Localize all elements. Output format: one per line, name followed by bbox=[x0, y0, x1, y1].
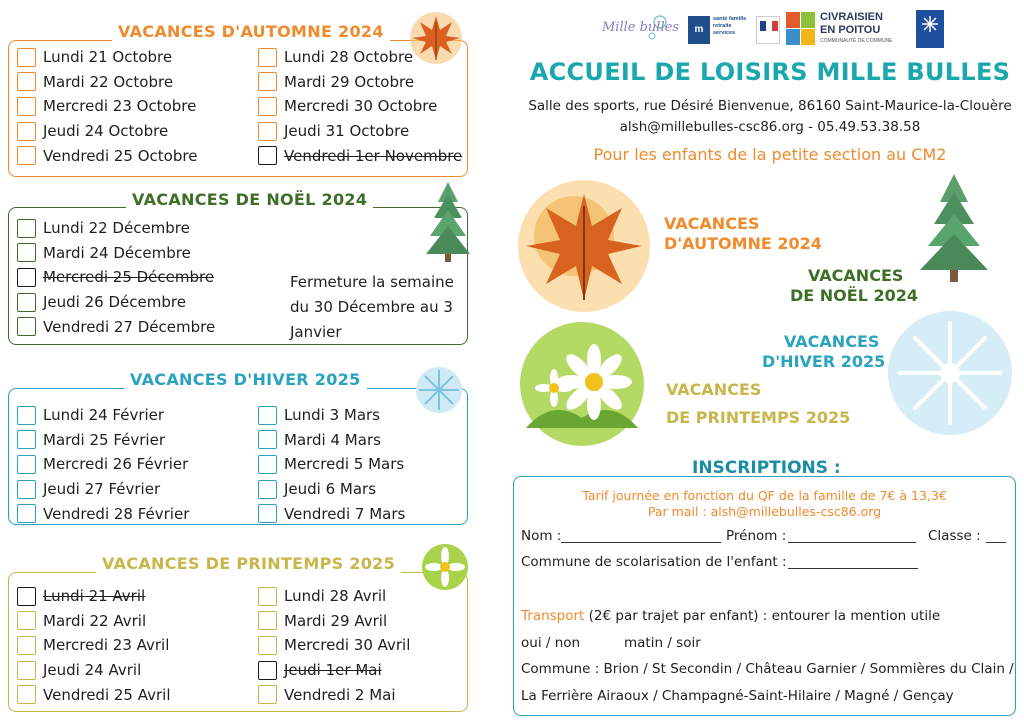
day-row bbox=[17, 291, 186, 313]
day-label: Jeudi 24 Octobre bbox=[43, 122, 169, 141]
closure-note-line-2: du 30 Décembre au 3 bbox=[290, 298, 453, 316]
day-label: Vendredi 27 Décembre bbox=[43, 317, 216, 336]
winter-snowflake-illustration bbox=[880, 308, 1020, 438]
day-checkbox[interactable] bbox=[17, 455, 36, 474]
christmas-label-line-2: DE NOËL 2024 bbox=[790, 286, 918, 305]
day-checkbox[interactable] bbox=[258, 504, 277, 523]
caf-logo bbox=[916, 10, 944, 48]
day-label: Jeudi 1er Mai bbox=[284, 661, 382, 680]
day-checkbox[interactable] bbox=[258, 122, 277, 141]
day-label: Jeudi 26 Décembre bbox=[43, 293, 186, 312]
day-label: Lundi 21 Avril bbox=[43, 587, 146, 605]
communes-line-2[interactable]: La Ferrière Airaoux / Champagné-Saint-Hilaire / Magné / Gençay bbox=[521, 688, 954, 704]
tarif-line: Tarif journée en fonction du QF de la famille de 7€ à 13,3€ bbox=[582, 488, 947, 503]
day-row bbox=[258, 46, 413, 68]
day-row bbox=[17, 217, 190, 239]
closure-note-line-1: Fermeture la semaine bbox=[290, 273, 454, 291]
day-checkbox[interactable] bbox=[17, 661, 36, 680]
commune-scolarisation-label: Commune de scolarisation de l'enfant : bbox=[521, 554, 787, 570]
day-row bbox=[17, 95, 196, 117]
millebulles-logo-text: Mille bulles bbox=[602, 20, 679, 35]
main-title: ACCUEIL DE LOISIRS MILLE BULLES bbox=[529, 58, 1011, 86]
day-label: Lundi 22 Décembre bbox=[43, 219, 190, 237]
day-checkbox[interactable] bbox=[17, 48, 36, 67]
day-checkbox[interactable] bbox=[17, 504, 36, 523]
day-label: Mercredi 23 Avril bbox=[43, 636, 170, 655]
day-checkbox[interactable] bbox=[258, 97, 277, 116]
day-checkbox[interactable] bbox=[17, 480, 36, 499]
day-checkbox[interactable] bbox=[17, 685, 36, 704]
day-checkbox[interactable] bbox=[17, 611, 36, 630]
day-checkbox[interactable] bbox=[17, 97, 36, 116]
transport-word: Transport bbox=[521, 608, 585, 624]
day-row bbox=[17, 684, 171, 706]
civraisien-logo bbox=[786, 10, 906, 50]
day-label: Vendredi 7 Mars bbox=[284, 504, 406, 523]
day-row bbox=[17, 404, 164, 426]
msa-logo: m santé famille retraite services bbox=[688, 16, 748, 46]
spring-daisy-illustration bbox=[512, 318, 652, 448]
day-checkbox[interactable] bbox=[17, 243, 36, 262]
day-row bbox=[17, 71, 173, 93]
day-row bbox=[17, 634, 169, 656]
christmas-title: VACANCES DE NOËL 2024 bbox=[126, 190, 373, 209]
prenom-label: Prénom : bbox=[726, 528, 787, 544]
closed-day-checkbox bbox=[17, 587, 36, 606]
day-checkbox[interactable] bbox=[258, 406, 277, 425]
day-label: Lundi 21 Octobre bbox=[43, 48, 173, 66]
day-label: Mardi 4 Mars bbox=[284, 430, 381, 449]
snowflake-icon bbox=[414, 365, 464, 415]
winter-title: VACANCES D'HIVER 2025 bbox=[124, 370, 367, 389]
contact: alsh@millebulles-csc86.org - 05.49.53.38.58 bbox=[619, 119, 921, 135]
day-checkbox[interactable] bbox=[17, 430, 36, 449]
day-label: Mercredi 30 Avril bbox=[284, 636, 411, 655]
day-checkbox[interactable] bbox=[258, 685, 277, 704]
spring-label-line-2: DE PRINTEMPS 2025 bbox=[666, 408, 851, 427]
day-row bbox=[17, 453, 188, 475]
day-label: Jeudi 6 Mars bbox=[284, 480, 377, 499]
day-label: Vendredi 25 Avril bbox=[43, 685, 171, 704]
day-row bbox=[258, 145, 462, 167]
oui-non-option[interactable]: oui / non bbox=[521, 635, 581, 651]
day-label: Jeudi 24 Avril bbox=[43, 661, 142, 680]
christmas-closure-note bbox=[290, 270, 455, 345]
day-checkbox[interactable] bbox=[17, 636, 36, 655]
day-checkbox[interactable] bbox=[258, 587, 277, 606]
day-checkbox[interactable] bbox=[17, 317, 36, 336]
day-row bbox=[17, 659, 141, 681]
day-row bbox=[17, 316, 215, 338]
autumn-label-line-2: D'AUTOMNE 2024 bbox=[664, 234, 822, 253]
day-checkbox[interactable] bbox=[258, 430, 277, 449]
day-label: Lundi 3 Mars bbox=[284, 406, 380, 424]
day-row bbox=[17, 145, 197, 167]
day-label: Mardi 22 Avril bbox=[43, 611, 147, 630]
day-row bbox=[17, 120, 168, 142]
day-checkbox[interactable] bbox=[258, 48, 277, 67]
day-row bbox=[258, 404, 380, 426]
christmas-label-line-1: VACANCES bbox=[808, 266, 904, 285]
day-label: Mardi 22 Octobre bbox=[43, 72, 174, 91]
day-row bbox=[258, 71, 414, 93]
day-row bbox=[258, 503, 405, 525]
day-checkbox[interactable] bbox=[17, 122, 36, 141]
day-row bbox=[17, 478, 160, 500]
audience: Pour les enfants de la petite section au CM2 bbox=[593, 145, 947, 164]
day-checkbox[interactable] bbox=[258, 611, 277, 630]
day-checkbox[interactable] bbox=[17, 146, 36, 165]
spring-title: VACANCES DE PRINTEMPS 2025 bbox=[96, 554, 401, 573]
day-label: Mercredi 26 Février bbox=[43, 455, 189, 474]
partner-logos bbox=[600, 8, 945, 52]
address: Salle des sports, rue Désiré Bienvenue, 86160 Saint-Maurice-la-Clouère bbox=[528, 98, 1012, 114]
daisy-icon bbox=[420, 542, 470, 592]
christmas-tree-illustration bbox=[918, 172, 990, 284]
day-row bbox=[258, 684, 396, 706]
day-label: Mardi 29 Octobre bbox=[284, 72, 415, 91]
civraisien-line-3: COMMUNAUTÉ DE COMMUNE bbox=[820, 38, 893, 44]
day-row bbox=[17, 429, 165, 451]
day-row bbox=[17, 503, 189, 525]
day-row bbox=[17, 242, 191, 264]
classe-input-line[interactable] bbox=[986, 542, 1006, 543]
commune-scolarisation-input-line[interactable] bbox=[788, 568, 918, 569]
day-label: Jeudi 31 Octobre bbox=[284, 122, 410, 141]
day-row bbox=[17, 266, 214, 288]
christmas-tree-icon bbox=[424, 180, 472, 264]
day-label: Mercredi 5 Mars bbox=[284, 455, 405, 474]
day-checkbox[interactable] bbox=[258, 72, 277, 91]
winter-label-line-1: VACANCES bbox=[784, 332, 880, 351]
day-label: Lundi 24 Février bbox=[43, 406, 165, 424]
winter-label-line-2: D'HIVER 2025 bbox=[762, 352, 886, 371]
spring-label-line-1: VACANCES bbox=[666, 380, 762, 399]
communes-line-1[interactable]: Commune : Brion / St Secondin / Château Garnier / Sommières du Clain / bbox=[521, 661, 1014, 677]
day-label: Mercredi 30 Octobre bbox=[284, 97, 438, 116]
nom-label: Nom : bbox=[521, 528, 562, 544]
matin-soir-option[interactable]: matin / soir bbox=[624, 635, 701, 651]
nom-input-line[interactable] bbox=[561, 542, 721, 543]
msa-logo-text: santé famille retraite services bbox=[713, 16, 747, 36]
republique-logo bbox=[756, 16, 780, 44]
closed-day-checkbox bbox=[258, 661, 277, 680]
day-label: Mardi 29 Avril bbox=[284, 611, 388, 630]
day-checkbox[interactable] bbox=[258, 480, 277, 499]
closed-day-checkbox bbox=[258, 146, 277, 165]
autumn-leaf-illustration bbox=[514, 176, 654, 316]
day-label: Mercredi 23 Octobre bbox=[43, 97, 197, 116]
day-row bbox=[258, 453, 404, 475]
day-row bbox=[258, 120, 409, 142]
day-row bbox=[258, 585, 386, 607]
day-row bbox=[258, 478, 376, 500]
civraisien-line-1: CIVRAISIEN bbox=[820, 11, 883, 23]
day-row bbox=[258, 634, 410, 656]
closed-day-checkbox bbox=[17, 268, 36, 287]
day-label: Lundi 28 Octobre bbox=[284, 48, 414, 66]
day-row bbox=[17, 585, 145, 607]
day-label: Vendredi 2 Mai bbox=[284, 685, 396, 704]
day-label: Mardi 25 Février bbox=[43, 430, 165, 449]
day-row bbox=[258, 95, 437, 117]
day-row bbox=[17, 46, 172, 68]
mail-line: Par mail : alsh@millebulles-csc86.org bbox=[647, 504, 882, 519]
closure-note-line-3: Janvier bbox=[290, 323, 342, 341]
day-checkbox[interactable] bbox=[258, 636, 277, 655]
day-label: Mercredi 25 Décembre bbox=[43, 268, 215, 287]
day-row bbox=[258, 429, 381, 451]
autumn-leaf-icon bbox=[408, 10, 464, 66]
day-checkbox[interactable] bbox=[17, 293, 36, 312]
day-checkbox[interactable] bbox=[17, 219, 36, 238]
inscriptions-title: INSCRIPTIONS : bbox=[692, 458, 841, 478]
day-label: Vendredi 1er Novembre bbox=[284, 146, 463, 165]
day-label: Mardi 24 Décembre bbox=[43, 243, 191, 262]
transport-line bbox=[521, 608, 940, 624]
prenom-input-line[interactable] bbox=[788, 542, 916, 543]
day-label: Lundi 28 Avril bbox=[284, 587, 387, 605]
day-label: Jeudi 27 Février bbox=[43, 480, 161, 499]
day-row bbox=[258, 659, 382, 681]
autumn-title: VACANCES D'AUTOMNE 2024 bbox=[112, 22, 390, 41]
day-checkbox[interactable] bbox=[17, 72, 36, 91]
civraisien-line-2: EN POITOU bbox=[820, 24, 881, 36]
classe-label: Classe : bbox=[928, 528, 981, 544]
day-row bbox=[258, 610, 387, 632]
day-row bbox=[17, 610, 146, 632]
day-checkbox[interactable] bbox=[258, 455, 277, 474]
autumn-label-line-1: VACANCES bbox=[664, 214, 760, 233]
millebulles-logo bbox=[600, 12, 679, 48]
day-checkbox[interactable] bbox=[17, 406, 36, 425]
day-label: Vendredi 25 Octobre bbox=[43, 146, 198, 165]
day-label: Vendredi 28 Février bbox=[43, 504, 190, 523]
transport-details: (2€ par trajet par enfant) : entourer la mention utile bbox=[584, 608, 941, 624]
